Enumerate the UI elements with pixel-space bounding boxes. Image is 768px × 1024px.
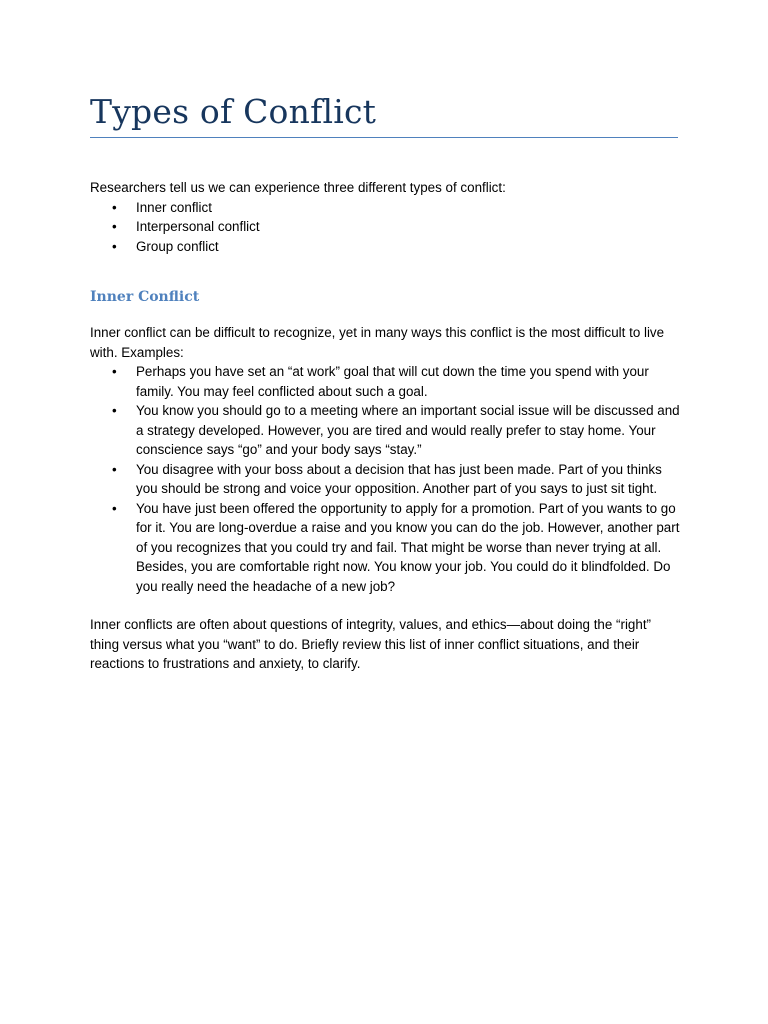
list-item-text: Group conflict [136,238,219,254]
conflict-types-list [90,198,680,257]
section-intro-paragraph: Inner conflict can be difficult to recognize, yet in many ways this conflict is the most difficult to live with. Examples: [90,325,665,360]
bullet: • [112,500,117,516]
list-item-text: You disagree with your boss about a decision that has just been made. Part of you thinks you should be strong and voice your opposition. Another part of you says to just sit tight. [136,461,662,496]
section-heading: Inner Conflict [90,289,200,305]
intro-paragraph: Researchers tell us we can experience three different types of conflict: [90,180,506,195]
bullet: • [112,403,117,418]
list-item [90,217,680,237]
list-item [90,401,680,460]
closing-paragraph: Inner conflicts are often about questions of integrity, values, and ethics—about doing the “right” thing versus what you “want” to do. Briefly review this list of inner conflict situations, and their reactions to frustrations and anxiety, to clarify. [90,617,652,671]
list-item [90,362,680,401]
list-item-text: Perhaps you have set an “at work” goal that will cut down the time you spend with your family. You may feel conflicted about such a goal. [136,364,649,399]
page-title: Types of Conflict [90,92,377,131]
bullet: • [112,219,117,234]
list-item [90,198,680,218]
bullet: • [112,461,117,477]
list-item-text: You have just been offered the opportunity to apply for a promotion. Part of you wants to go for it. You are long-overdue a raise and you know you can do the job. However, another part of you recognizes that you could try and fail. That might be worse than never trying at all. Besides, you are comfortable right now. You know your job. You could do it blindfolded. Do you really need the headache of a new job? [136,500,680,594]
list-item-text: Inner conflict [136,199,212,215]
document-body [90,178,680,674]
list-item-text: Interpersonal conflict [136,219,260,234]
examples-list [90,362,680,596]
bullet: • [112,199,117,215]
list-item-text: You know you should go to a meeting where an important social issue will be discussed and a strategy developed. However, you are tired and would really prefer to stay home. Your conscience says “go” and your body says “stay.” [136,403,680,457]
list-item [90,499,680,597]
list-item [90,237,680,257]
bullet: • [112,238,117,254]
list-item [90,460,680,499]
bullet: • [112,364,117,379]
title-underline [90,137,678,138]
